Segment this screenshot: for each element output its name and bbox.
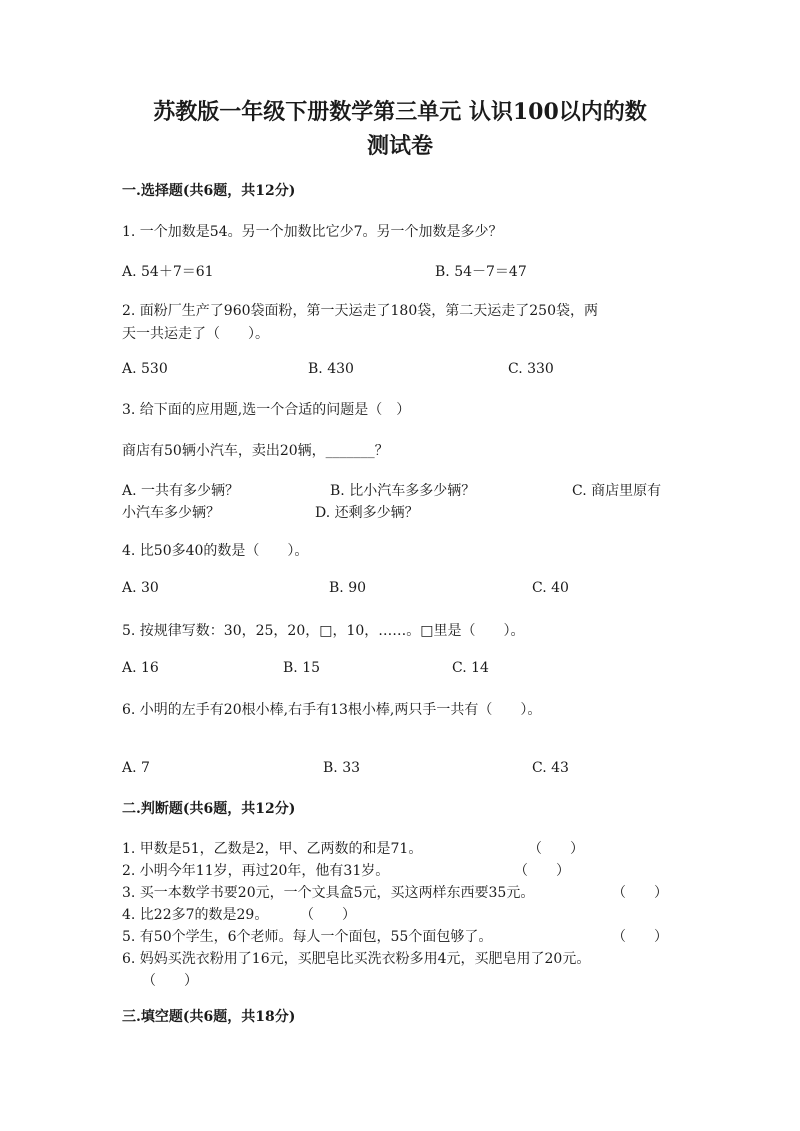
- question-1-stem: 1. 一个加数是54。另一个加数比它少7。另一个加数是多少？: [122, 224, 503, 240]
- judgement-5-bracket: （ ）: [612, 929, 668, 945]
- judgement-3-bracket: （ ）: [612, 885, 668, 901]
- judgement-6-text: 6. 妈妈买洗衣粉用了16元，买肥皂比买洗衣粉多用4元，买肥皂用了20元。: [122, 951, 591, 967]
- judgement-6-bracket: （ ）: [142, 973, 198, 989]
- judgement-5-text: 5. 有50个学生，6个老师。每人一个面包，55个面包够了。: [122, 929, 493, 945]
- question-5-option-b: B. 15: [283, 660, 321, 676]
- page-title-line-1: 苏教版一年级下册数学第三单元 认识100以内的数: [153, 99, 647, 125]
- question-5-stem: 5. 按规律写数：30，25，20，□，10，……。□里是（ ）。: [122, 623, 525, 639]
- question-6-option-b: B. 33: [323, 760, 361, 776]
- judgement-2-text: 2. 小明今年11岁，再过20年，他有31岁。: [122, 863, 390, 879]
- judgement-4-bracket: （ ）: [300, 907, 356, 923]
- question-2-stem-line-2: 天一共运走了（ ）。: [122, 326, 269, 342]
- question-5-option-c: C. 14: [452, 660, 489, 676]
- question-1-option-a: A. 54＋7＝61: [122, 264, 214, 280]
- page-title-line-2: 测试卷: [366, 133, 433, 159]
- section-heading-judgement: 二.判断题(共6题，共12分): [122, 801, 296, 817]
- question-2-option-a: A. 530: [122, 361, 168, 377]
- question-2-stem-line-1: 2. 面粉厂生产了960袋面粉，第一天运走了180袋，第二天运走了250袋，两: [122, 303, 598, 319]
- question-4-option-c: C. 40: [532, 580, 569, 596]
- question-6-stem: 6. 小明的左手有20根小棒,右手有13根小棒,两只手一共有（ ）。: [122, 702, 542, 718]
- section-heading-fill-in: 三.填空题(共6题，共18分): [122, 1009, 296, 1025]
- question-4-option-a: A. 30: [122, 580, 159, 596]
- question-3-option-c-continued: 小汽车多少辆？: [122, 505, 220, 521]
- judgement-1-bracket: （ ）: [528, 841, 584, 857]
- judgement-4-text: 4. 比22多7的数是29。: [122, 907, 269, 923]
- question-3-context: 商店有50辆小汽车，卖出20辆，_______？: [122, 443, 389, 459]
- question-4-option-b: B. 90: [329, 580, 367, 596]
- question-3-option-c: C. 商店里原有: [572, 483, 662, 499]
- judgement-3-text: 3. 买一本数学书要20元，一个文具盒5元，买这两样东西要35元。: [122, 885, 535, 901]
- question-3-option-d: D. 还剩多少辆？: [315, 505, 419, 521]
- question-2-option-b: B. 430: [308, 361, 354, 377]
- question-6-option-c: C. 43: [532, 760, 569, 776]
- question-3-option-a: A. 一共有多少辆？: [122, 483, 240, 499]
- question-3-stem: 3. 给下面的应用题,选一个合适的问题是（ ）: [122, 402, 411, 418]
- question-4-stem: 4. 比50多40的数是（ ）。: [122, 543, 309, 559]
- question-3-option-b: B. 比小汽车多多少辆？: [330, 483, 476, 499]
- question-1-option-b: B. 54－7＝47: [435, 264, 527, 280]
- judgement-2-bracket: （ ）: [514, 863, 570, 879]
- section-heading-choice: 一.选择题(共6题，共12分): [122, 183, 296, 199]
- question-2-option-c: C. 330: [508, 361, 554, 377]
- judgement-1-text: 1. 甲数是51，乙数是2，甲、乙两数的和是71。: [122, 841, 423, 857]
- question-6-option-a: A. 7: [122, 760, 150, 776]
- question-5-option-a: A. 16: [122, 660, 159, 676]
